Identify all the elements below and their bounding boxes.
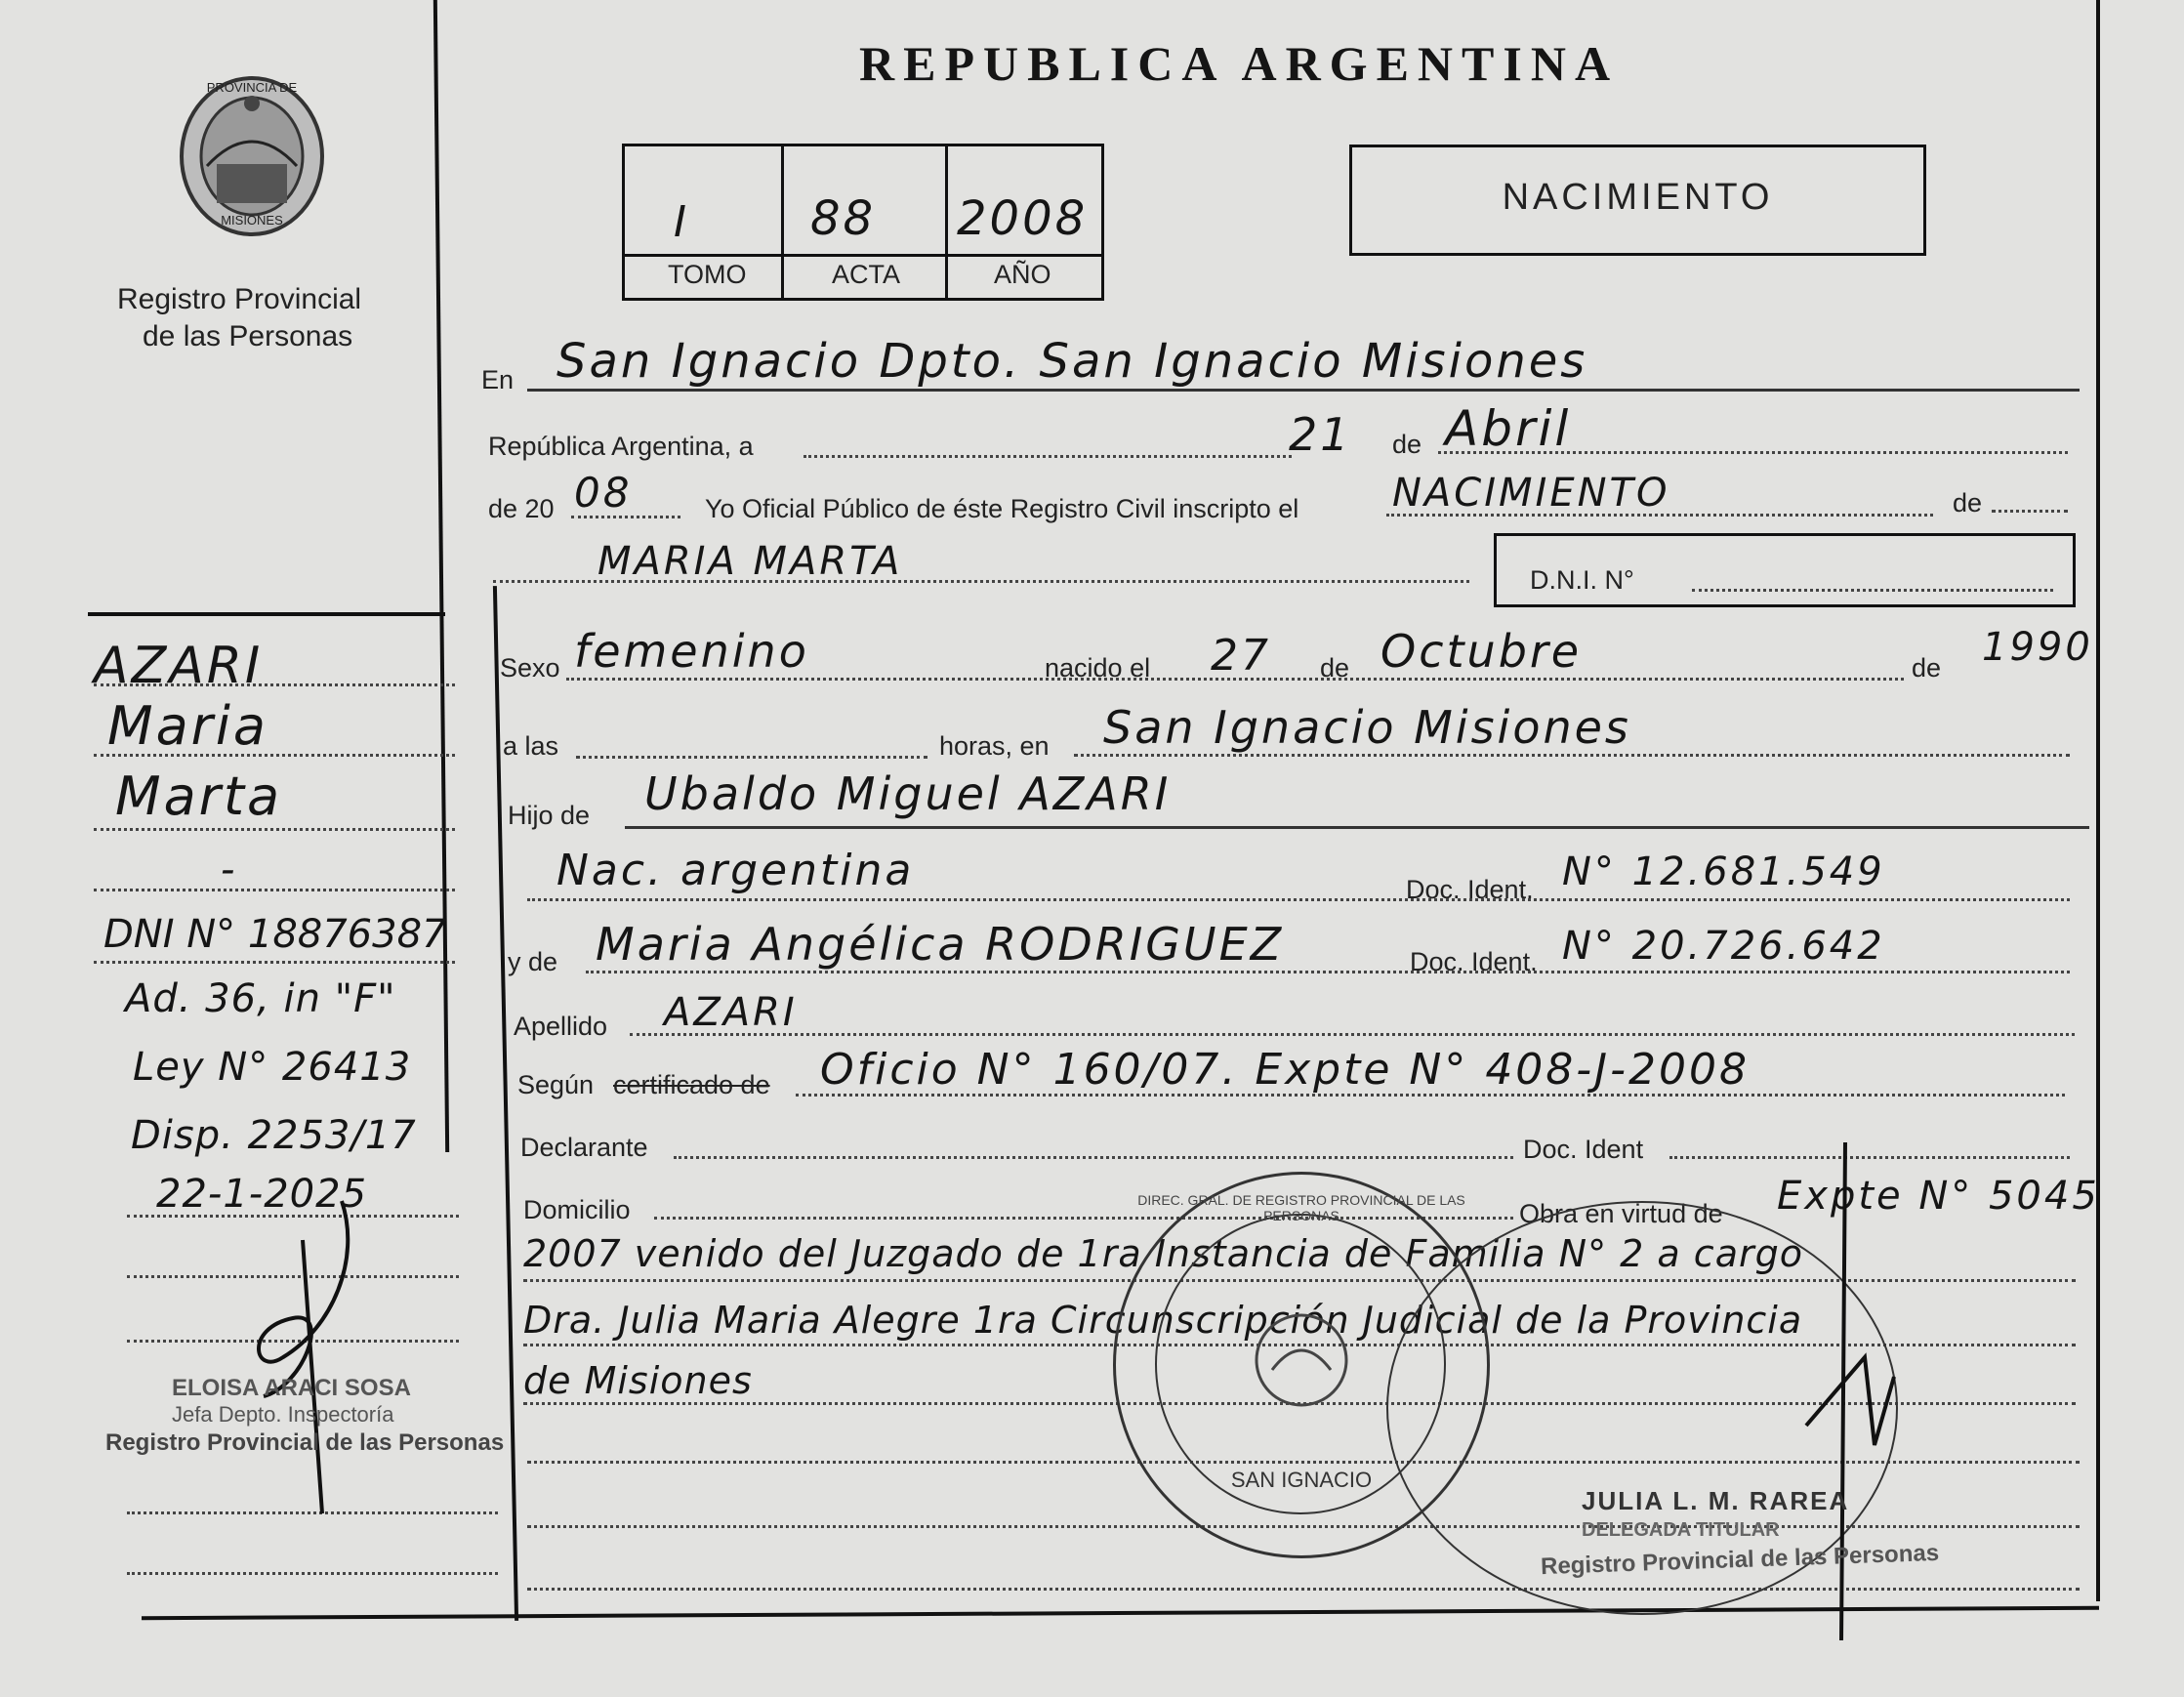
year-dots: [571, 516, 680, 518]
margin-dots: [127, 1572, 498, 1575]
margin-dots: [94, 683, 455, 686]
dni-label: D.N.I. N°: [1530, 565, 1634, 595]
de-label: de: [1392, 430, 1422, 459]
nacido-label: nacido el: [1045, 653, 1151, 683]
obra-label: Obra en virtud de: [1519, 1199, 1723, 1228]
dni-box: [1494, 533, 2076, 607]
registry-name-line1: Registro Provincial: [117, 283, 362, 315]
mother-value: Maria Angélica RODRIGUEZ: [596, 918, 1285, 971]
segun-label: Según: [517, 1070, 595, 1099]
segun-value: Oficio N° 160/07. Expte N° 408-J-2008: [820, 1045, 1751, 1095]
margin-disp: Disp. 2253/17: [131, 1113, 417, 1158]
name-dots: [493, 580, 1469, 583]
anio-label: AÑO: [994, 260, 1051, 289]
father-doc-value: N° 12.681.549: [1562, 849, 1885, 894]
dni-dots: [1692, 589, 2053, 592]
birth-year-value: 1990: [1982, 625, 2093, 670]
oficial-label: Yo Oficial Público de éste Registro Civil inscripto el: [705, 494, 1299, 523]
margin-signer-name: ELOISA ARACI SOSA: [172, 1375, 411, 1401]
margin-dash: -: [221, 848, 238, 892]
obra-line1: 2007 venido del Juzgado de 1ra Instancia de Familia N° 2 a cargo: [523, 1232, 1803, 1275]
stamp-city: SAN IGNACIO: [1230, 1468, 1373, 1492]
hijo-label: Hijo de: [508, 801, 591, 830]
year-prefix-label: de 20: [488, 494, 555, 523]
seal-top-text: PROVINCIA DE: [206, 80, 298, 95]
margin-dots: [94, 961, 455, 964]
margin-dots: [94, 889, 455, 891]
acta-value: 88: [810, 191, 877, 246]
name-value: MARIA MARTA: [598, 539, 903, 584]
declarante-label: Declarante: [520, 1133, 648, 1162]
page-title: REPUBLICA ARGENTINA: [859, 36, 1620, 91]
en-line: [527, 389, 2080, 392]
registry-name-line2: de las Personas: [143, 320, 353, 352]
horas-dots: [1074, 754, 2070, 757]
en-label: En: [481, 365, 515, 394]
act-type-box: [1349, 145, 1926, 256]
month-dots: [1438, 451, 2068, 454]
official-org: Registro Provincial de las Personas: [1540, 1539, 1940, 1581]
margin-date: 22-1-2025: [156, 1172, 368, 1217]
seal-bottom-text: MISIONES: [221, 213, 283, 228]
official-role: DELEGADA TITULAR: [1582, 1519, 1780, 1541]
margin-dots: [94, 828, 455, 831]
margin-name2: Marta: [115, 766, 283, 827]
mother-doc-value: N° 20.726.642: [1562, 924, 1885, 969]
margin-top-rule: [88, 612, 445, 616]
republica-label: República Argentina, a: [488, 432, 754, 461]
obra-line2: Dra. Julia Maria Alegre 1ra Circunscripción Judicial de la Provincia: [523, 1299, 1803, 1342]
inscripto-value: NACIMIENTO: [1392, 471, 1670, 516]
margin-name1: Maria: [107, 695, 268, 757]
segun-struck: certificado de: [613, 1070, 770, 1099]
anio-value: 2008: [957, 191, 1089, 246]
father-value: Ubaldo Miguel AZARI: [644, 767, 1172, 820]
month-value: Abril: [1445, 400, 1572, 457]
registry-seal: [168, 68, 336, 244]
declarante-dots: [674, 1156, 1513, 1159]
sexo-value: femenino: [574, 625, 809, 678]
record-divider: [781, 146, 784, 298]
doc-ident-label-3: Doc. Ident: [1523, 1135, 1644, 1164]
margin-signer-org: Registro Provincial de las Personas: [105, 1429, 505, 1456]
sexo-label: Sexo: [500, 653, 560, 683]
margin-dni: DNI N° 18876387: [103, 912, 447, 957]
margin-signer-title: Jefa Depto. Inspectoría: [172, 1402, 394, 1427]
record-label-divider: [625, 254, 1101, 257]
stamp-text: DIREC. GRAL. DE REGISTRO PROVINCIAL DE LAS PERSONAS: [1137, 1192, 1465, 1223]
en-value: San Ignacio Dpto. San Ignacio Misiones: [556, 334, 1588, 389]
de-label-3: de: [1320, 653, 1350, 683]
obra-value: Expte N° 5045: [1777, 1174, 2100, 1219]
republica-dots: [804, 455, 1292, 458]
birth-place-value: San Ignacio Misiones: [1103, 701, 1631, 754]
birth-month-value: Octubre: [1380, 625, 1583, 678]
a-las-dots: [576, 756, 927, 759]
de-label-2: de: [1953, 488, 1983, 517]
margin-ley: Ley N° 26413: [133, 1045, 412, 1090]
sexo-dots: [566, 678, 1904, 681]
acta-label: ACTA: [832, 260, 901, 289]
tomo-label: TOMO: [668, 260, 747, 289]
right-border: [2096, 0, 2100, 1601]
obra-line3: de Misiones: [523, 1359, 753, 1402]
father-nat-value: Nac. argentina: [556, 846, 915, 895]
doc-ident-label: Doc. Ident.: [1406, 875, 1534, 904]
record-box: [622, 144, 1104, 301]
birth-day-value: 27: [1211, 631, 1271, 681]
father-line: [625, 826, 2089, 829]
act-type: NACIMIENTO: [1502, 177, 1774, 218]
day-value: 21: [1289, 408, 1352, 461]
apellido-label: Apellido: [514, 1012, 608, 1041]
doc-ident-label-2: Doc. Ident.: [1410, 947, 1538, 976]
a-las-label: a las: [503, 731, 559, 761]
y-de-label: y de: [508, 947, 558, 976]
nat-dots: [527, 898, 2070, 901]
margin-surname: AZARI: [94, 637, 264, 695]
apellido-dots: [630, 1033, 2075, 1036]
left-column-border: [433, 0, 449, 1152]
margin-article: Ad. 36, in "F": [125, 976, 396, 1021]
de-dots: [1992, 510, 2068, 513]
tomo-value: I: [674, 197, 689, 247]
mother-dots: [586, 971, 2070, 973]
horas-label: horas, en: [939, 731, 1050, 761]
apellido-value: AZARI: [664, 990, 798, 1035]
margin-signature: [225, 1181, 391, 1533]
record-divider: [945, 146, 948, 298]
de-label-4: de: [1912, 653, 1942, 683]
year-suffix-value: 08: [574, 469, 633, 517]
segun-dots: [796, 1094, 2065, 1097]
inscripto-dots: [1386, 514, 1933, 517]
margin-dots: [94, 754, 455, 757]
official-name: JULIA L. M. RAREA: [1582, 1486, 1850, 1515]
domicilio-label: Domicilio: [523, 1195, 631, 1224]
